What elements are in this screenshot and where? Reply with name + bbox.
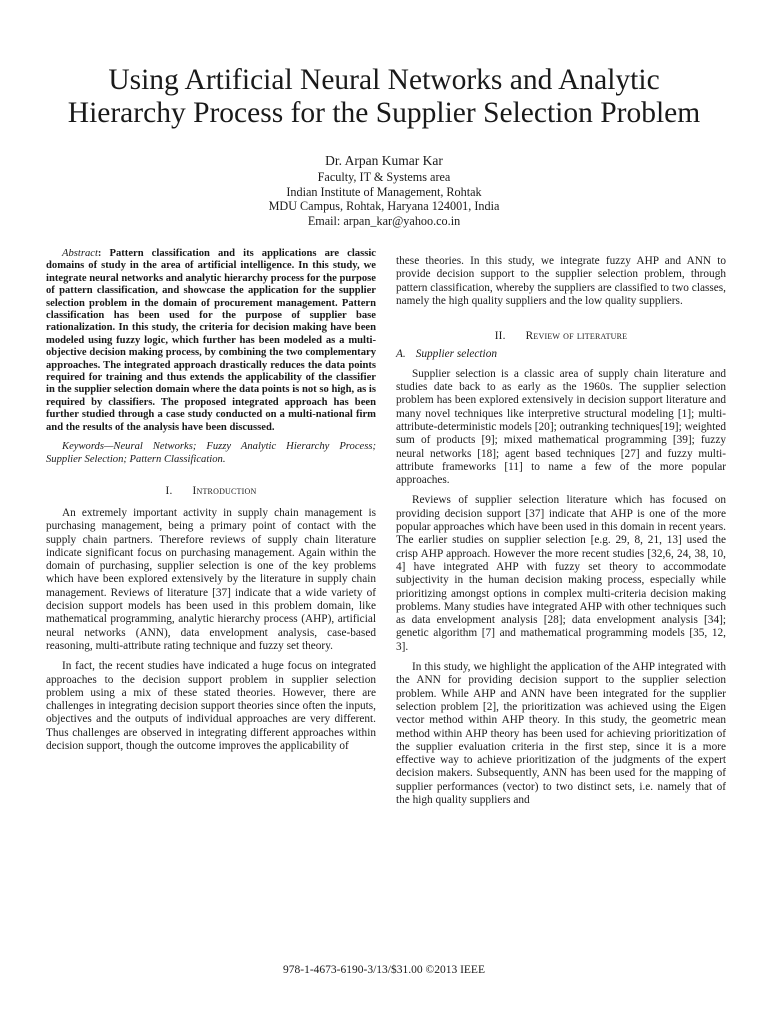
author-affiliation-1: Faculty, IT & Systems area [317,170,451,184]
title-line-1: Using Artificial Neural Networks and Analytic [108,64,660,96]
intro-paragraph-1: An extremely important activity in supply chain management is purchasing management, being a primary point of contact with the supply chain partners. Therefore reviews of supply chain literature indicate significant focus on purchasing management. Again within the domain of purchasing, supplier selection is one of the key problems which have been explored extensively by the literature in supply chain management. Reviews of literature [37] indicate that a wide variety of decision support models has been used in this problem domain, like mathematical programming, analytic hierarchy process (AHP), artificial neural networks (ANN), data envelopment analysis, case-based reasoning, multi-attribute rating technique and fuzzy set theory. [46,506,376,652]
subsection-number: A. [396,348,406,361]
author-affiliation-2: Indian Institute of Management, Rohtak [286,184,482,199]
section-number: I. [165,484,173,497]
author-address: MDU Campus, Rohtak, Haryana 124001, India [268,199,500,213]
author-block [180,152,588,228]
section-title: Introduction [192,484,257,497]
keywords: Keywords—Neural Networks; Fuzzy Analytic Hierarchy Process; Supplier Selection; Pattern Classification. [46,441,376,465]
abstract [46,248,376,434]
left-column [46,248,376,760]
paper-title [40,64,728,130]
section-number: II. [494,330,506,343]
review-paragraph-1: Supplier selection is a classic area of supply chain literature and studies date back to as early as the 1960s. The supplier selection problem has been explored extensively in decision support literature and many novel techniques like interpretive structural modeling [1]; multi-attribute-deterministic models [20]; outranking techniques[19]; weighted sum of products [9]; mixed mathematical programming [39]; fuzzy neural networks [18]; agent based techniques [27] and fuzzy multi-attribute frameworks [11] to name a few of the more popular approaches. [396,367,726,487]
right-column [396,255,726,814]
intro-paragraph-2: In fact, the recent studies have indicated a huge focus on integrated approaches to the decision support problem in supplier selection problem using a mix of these stated theories. However, there are challenges in integrating decision support theories since often the inputs, objectives and the outputs of individual approaches are very different. Thus challenges are observed in integrating different approaches within decision support, though the outcome improves the applicability of [46,660,376,753]
section-heading-introduction [46,485,376,498]
subsection-title: Supplier selection [415,348,497,361]
author-name: Dr. Arpan Kumar Kar [325,153,443,168]
title-line-2: Hierarchy Process for the Supplier Selection Problem [67,97,701,129]
abstract-text: : Pattern classification and its applications are classic domains of study in the area of artificial intelligence. In this study, we integrate neural networks and analytic hierarchy process for the purpose of pattern classification, and showcase the application for the supplier selection problem in the domain of procurement management. Pattern classification has been used for the purpose of supplier base rationalization. In this study, the criteria for decision making have been modeled using fuzzy logic, which further has been modeled as a multi-objective decision making process, by combining the two complementary approaches. The integrated approach drastically reduces the data points required for training and thus extends the applicability of the classifier in the supplier selection domain where the data points is not so high, as is required by classifiers. The proposed integrated approach has been further studied through a case study conducted on a multi-national firm and the results of the analysis have been discussed. [46,248,376,433]
copyright-footer: 978-1-4673-6190-3/13/$31.00 ©2013 IEEE [283,964,485,976]
review-paragraph-3: In this study, we highlight the application of the AHP integrated with the ANN for providing decision support to the supplier selection problem. While AHP and ANN have been integrated for the supplier selection problem [2], the prioritization was achieved using the Eigen vector method within AHP theory. In this study, the geometric mean method within AHP theory has been used for achieving prioritization of the supplier evaluation criteria in the first step, since it is a more effective way to achieve prioritization of the judgments of the expert decision makers. Subsequently, ANN has been used for the mapping of supplier performances (vector) to two distinct sets, i.e. namely that of the high quality suppliers and [396,661,726,806]
abstract-label: Abstract [62,248,98,259]
review-paragraph-2: Reviews of supplier selection literature which has focused on providing decision support [37] indicate that AHP is one of the more popular approaches which have been used in this domain in recent years. The earlier studies on supplier selection [e.g. 29, 8, 21, 13] used the crisp AHP approach. However the more recent studies [32,6, 24, 38, 10, 4] have integrated AHP with fuzzy set theory to accommodate subjectivity in the human decision making process, especially while prioritizing amongst options in complex multi-criteria decision making problems. Many studies have integrated AHP with other techniques such as data envelopment analysis [28]; data envelopment analysis [34]; genetic algorithm [7] and mathematical programming models [35, 12, 3]. [396,494,726,653]
section-title: Review of literature [525,330,628,343]
author-email: Email: arpan_kar@yahoo.co.in [307,213,461,228]
section-heading-review [396,330,726,343]
intro-continuation: these theories. In this study, we integrate fuzzy AHP and ANN to provide decision support to the supplier selection problem, through pattern classification, whereby the suppliers are classified to two classes, namely the high quality suppliers and the low quality suppliers. [396,255,726,307]
subsection-heading-supplier-selection [396,348,726,361]
